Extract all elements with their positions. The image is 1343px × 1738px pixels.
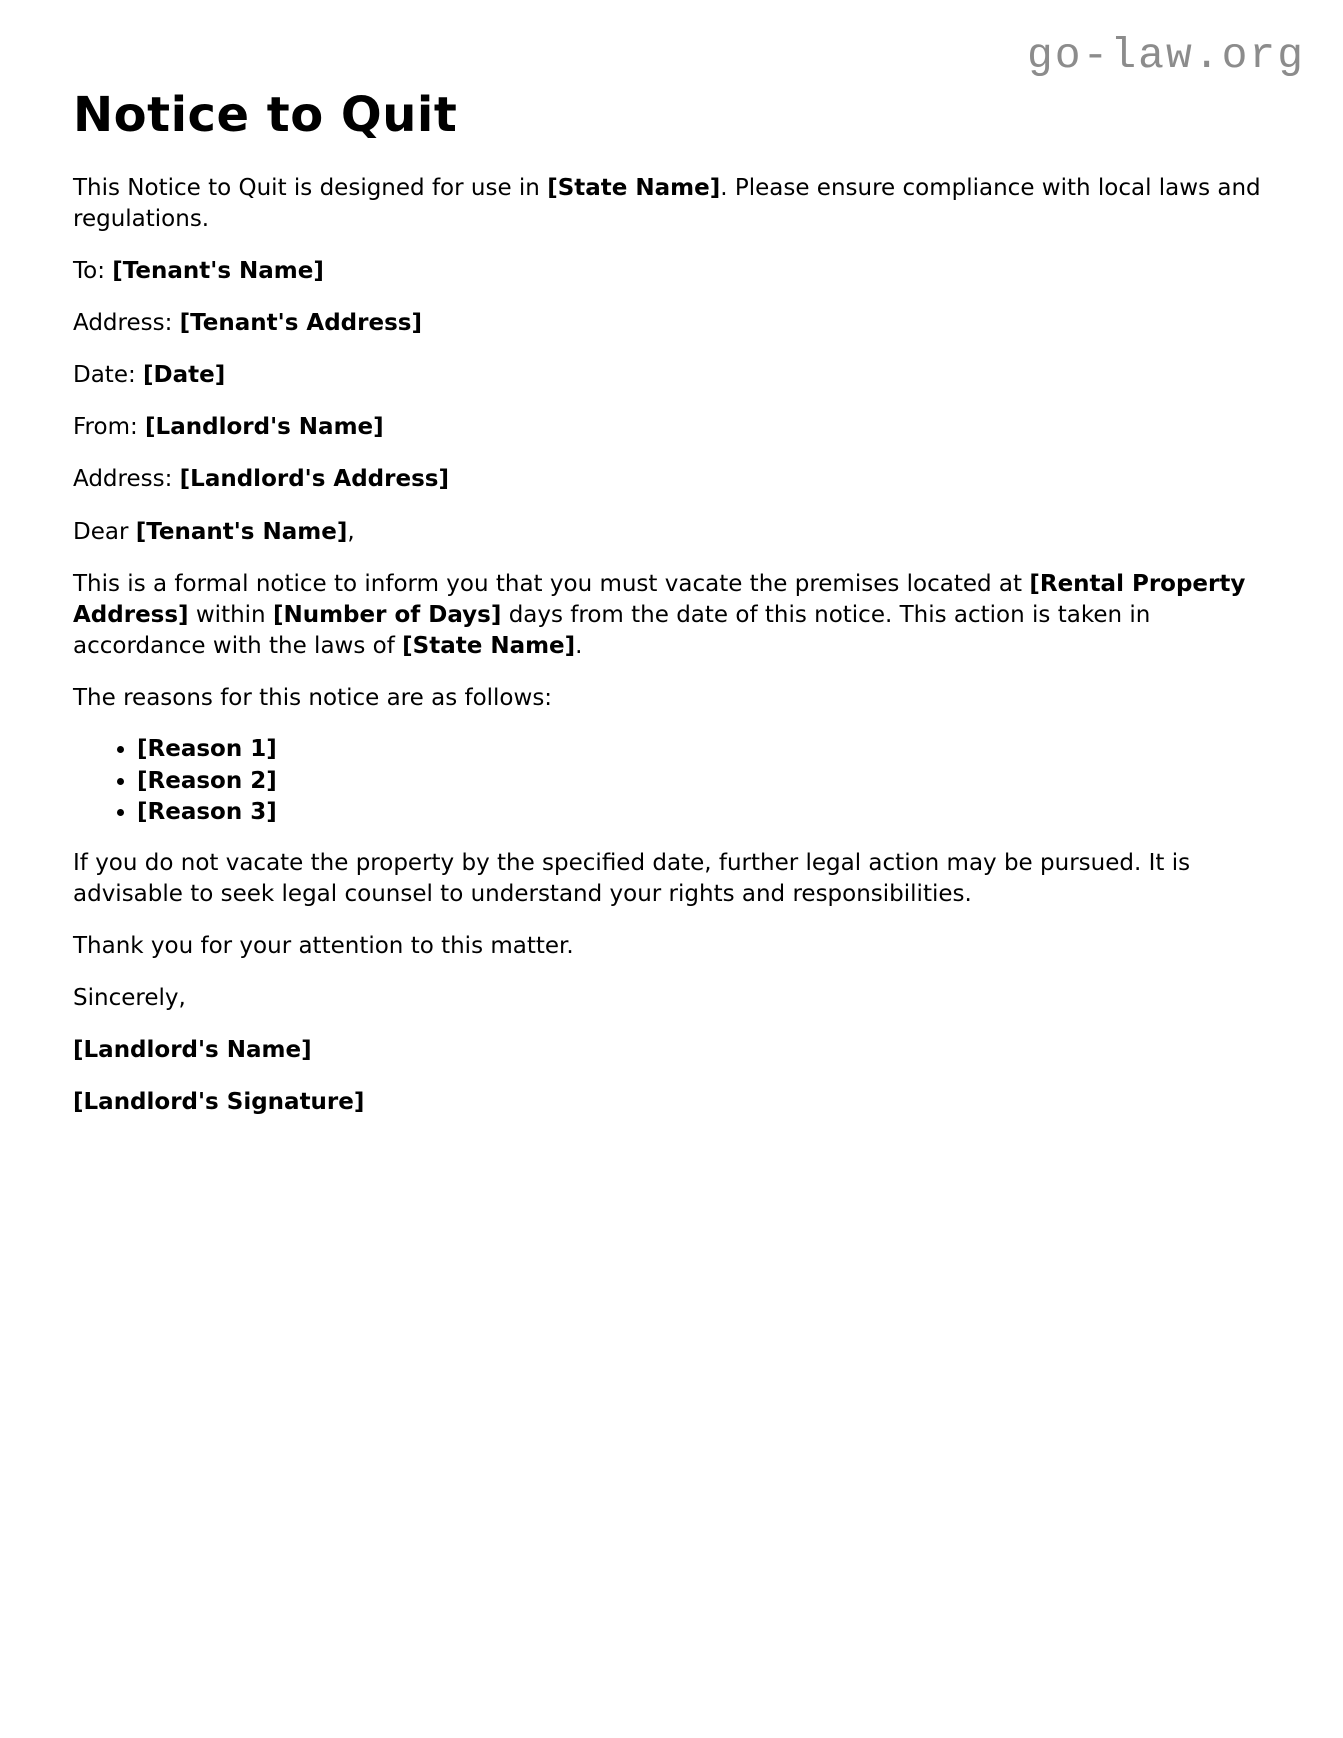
notice-part1: This is a formal notice to inform you that you must vacate the premises located at: [73, 570, 1030, 597]
landlord-name-placeholder: [Landlord's Name]: [145, 414, 384, 441]
signature-landlord-name: [Landlord's Name]: [73, 1037, 312, 1064]
state-name-placeholder: [State Name]: [547, 175, 721, 202]
field-to: [73, 256, 1268, 287]
field-tenant-address: [73, 308, 1268, 339]
date-placeholder: [Date]: [143, 362, 226, 389]
signoff: Sincerely,: [73, 985, 186, 1012]
intro-text-before: This Notice to Quit is designed for use in: [73, 175, 548, 202]
warning-paragraph: If you do not vacate the property by the specified date, further legal action may be pursued. It is advisable to seek legal counsel to understand your rights and responsibilities.: [73, 850, 1191, 908]
field-date: [73, 360, 1268, 391]
number-of-days-placeholder: [Number of Days]: [272, 601, 502, 628]
thanks-paragraph: Thank you for your attention to this matter.: [73, 933, 574, 960]
notice-part2: within: [188, 601, 273, 628]
field-landlord-address: [73, 464, 1268, 495]
rental-property-address-placeholder: [Rental Property Address]: [73, 570, 1246, 628]
notice-part3: days from the date of this notice. This action is taken in accordance with the laws of: [73, 601, 1151, 659]
salutation-tenant-name: [Tenant's Name]: [135, 518, 348, 545]
reasons-heading: The reasons for this notice are as follows:: [73, 684, 553, 711]
intro-paragraph: [73, 173, 1268, 235]
field-date-label: Date:: [73, 362, 144, 389]
salutation-suffix: ,: [347, 518, 355, 545]
landlord-address-placeholder: [Landlord's Address]: [179, 466, 449, 493]
field-from: [73, 412, 1268, 443]
field-to-label: To:: [73, 258, 113, 285]
reason-item-2: • [Reason 2]: [137, 767, 1268, 796]
notice-paragraph: [73, 569, 1268, 662]
signature-landlord-signature: [Landlord's Signature]: [73, 1089, 365, 1116]
field-from-label: From:: [73, 414, 146, 441]
tenant-name-placeholder: [Tenant's Name]: [112, 258, 324, 285]
salutation-prefix: Dear: [73, 518, 136, 545]
salutation: [73, 517, 1268, 548]
reason-item-1: • [Reason 1]: [137, 735, 1268, 764]
field-landlord-address-label: Address:: [73, 466, 180, 493]
notice-state-name-placeholder: [State Name]: [402, 632, 576, 659]
notice-part4: .: [575, 632, 583, 659]
site-logo: go-law.org: [1026, 31, 1305, 80]
field-tenant-address-label: Address:: [73, 310, 180, 337]
page-title: Notice to Quit: [73, 87, 458, 143]
reasons-list: [73, 735, 1268, 827]
reason-item-3: • [Reason 3]: [137, 798, 1268, 827]
tenant-address-placeholder: [Tenant's Address]: [179, 310, 422, 337]
intro-text-after: . Please ensure compliance with local laws and regulations.: [73, 175, 1261, 233]
